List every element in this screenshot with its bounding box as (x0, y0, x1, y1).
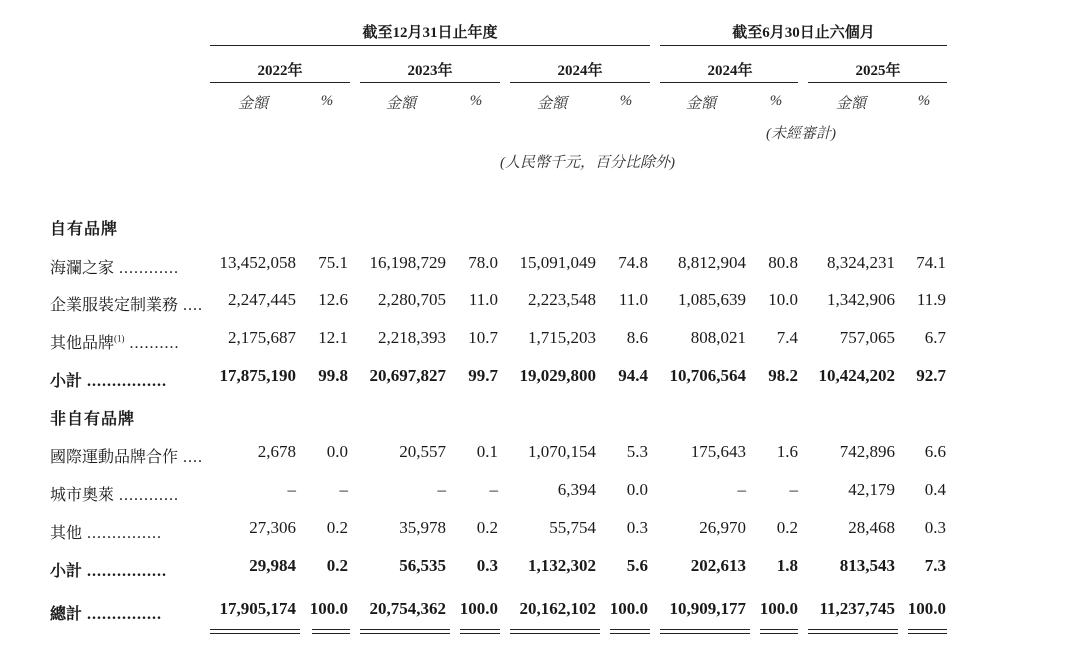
cell-pct-2024: 0.0 (626, 480, 648, 499)
pct-header: % (469, 93, 483, 109)
row-label-text: 總計 (50, 606, 83, 623)
cell-amount-2025h1: 8,324,231 (827, 253, 895, 272)
leader-dots: .......... (124, 335, 180, 352)
header-group-annual: 截至12月31日止年度 (362, 25, 498, 41)
cell-pct-2022: 12.1 (318, 328, 348, 347)
row-label-text: 國際運動品牌合作 (50, 449, 179, 466)
cell-pct-2023: – (489, 480, 498, 499)
cell-pct-2023: 100.0 (459, 599, 498, 618)
cell-amount-2023: 35,978 (399, 518, 446, 537)
cell-pct-2022: 0.2 (326, 556, 348, 575)
cell-pct-2024: 5.3 (626, 442, 648, 461)
table-row-subtotal (0, 556, 1080, 586)
header-group-halfyear: 截至6月30日止六個月 (732, 25, 875, 41)
leader-dots: ............... (82, 525, 163, 542)
footnote-marker: (1) (114, 333, 125, 344)
unit-note: (人民幣千元，百分比除外) (500, 155, 675, 171)
cell-amount-2024h1: 202,613 (690, 556, 746, 575)
amount-header: 金額 (536, 96, 567, 112)
cell-pct-2025h1: 6.7 (924, 328, 946, 347)
table-row (0, 480, 1080, 510)
cell-pct-2024h1: 80.8 (768, 253, 798, 272)
cell-pct-2024h1: 98.2 (768, 366, 798, 385)
cell-amount-2025h1: 11,237,745 (819, 599, 895, 618)
cell-amount-2024h1: – (737, 480, 746, 499)
cell-amount-2024: 1,132,302 (528, 556, 596, 575)
cell-amount-2024: 20,162,102 (519, 599, 596, 618)
cell-amount-2024h1: 175,643 (690, 442, 746, 461)
cell-pct-2022: 0.0 (326, 442, 348, 461)
row-label-text: 海瀾之家 (50, 260, 115, 277)
cell-amount-2022: 17,905,174 (219, 599, 296, 618)
leader-dots: ............ (114, 260, 180, 277)
cell-amount-2024: 55,754 (549, 518, 596, 537)
total-underline (660, 629, 750, 634)
cell-pct-2022: 100.0 (309, 599, 348, 618)
row-label-text: 城市奧萊 (50, 487, 115, 504)
cell-amount-2024h1: 1,085,639 (678, 290, 746, 309)
cell-pct-2022: 0.2 (326, 518, 348, 537)
row-label-text: 小計 (50, 563, 83, 580)
cell-amount-2024h1: 808,021 (690, 328, 746, 347)
year-2023: 2023年 (407, 63, 453, 79)
cell-pct-2024: 5.6 (626, 556, 648, 575)
year-rule (660, 82, 798, 83)
total-underline (510, 629, 600, 634)
cell-amount-2023: 20,754,362 (369, 599, 446, 618)
cell-amount-2023: 20,557 (399, 442, 446, 461)
header-rule-annual (210, 45, 650, 46)
cell-pct-2024h1: 1.6 (776, 442, 798, 461)
cell-amount-2024h1: 10,706,564 (669, 366, 746, 385)
cell-pct-2024: 74.8 (618, 253, 648, 272)
cell-amount-2024: 2,223,548 (528, 290, 596, 309)
cell-pct-2024h1: 1.8 (776, 556, 798, 575)
cell-amount-2022: 29,984 (249, 556, 296, 575)
year-rule (360, 82, 500, 83)
leader-dots: .... (178, 449, 204, 466)
cell-pct-2025h1: 6.6 (924, 442, 946, 461)
cell-pct-2024: 8.6 (626, 328, 648, 347)
row-label-text: 其他品牌 (50, 335, 115, 352)
cell-pct-2024h1: 7.4 (776, 328, 798, 347)
cell-amount-2023: 2,280,705 (378, 290, 446, 309)
leader-dots: ................ (82, 373, 168, 390)
cell-amount-2023: 16,198,729 (369, 253, 446, 272)
cell-amount-2025h1: 742,896 (839, 442, 895, 461)
year-rule (510, 82, 650, 83)
cell-amount-2023: 20,697,827 (369, 366, 446, 385)
pct-header: % (320, 93, 334, 109)
row-label-text: 其他 (50, 525, 83, 542)
cell-pct-2024h1: – (789, 480, 798, 499)
year-2024: 2024年 (557, 63, 603, 79)
cell-pct-2022: – (339, 480, 348, 499)
cell-pct-2023: 10.7 (468, 328, 498, 347)
cell-amount-2024h1: 26,970 (699, 518, 746, 537)
cell-pct-2022: 99.8 (318, 366, 348, 385)
amount-header: 金額 (237, 96, 268, 112)
cell-pct-2025h1: 11.9 (916, 290, 946, 309)
cell-pct-2024: 94.4 (618, 366, 648, 385)
cell-pct-2023: 0.3 (476, 556, 498, 575)
row-label (50, 292, 203, 315)
row-label (50, 601, 162, 624)
row-label-text: 企業服裝定制業務 (50, 297, 179, 314)
cell-amount-2022: 13,452,058 (219, 253, 296, 272)
total-underline (312, 629, 350, 634)
cell-amount-2022: 2,175,687 (228, 328, 296, 347)
table-row (0, 328, 1080, 358)
leader-dots: ............ (114, 487, 180, 504)
cell-amount-2025h1: 1,342,906 (827, 290, 895, 309)
cell-amount-2024h1: 10,909,177 (669, 599, 746, 618)
leader-dots: ................ (82, 563, 168, 580)
row-label (50, 368, 167, 391)
year-2025-h1: 2025年 (855, 63, 901, 79)
amount-header: 金額 (385, 96, 416, 112)
cell-amount-2024h1: 8,812,904 (678, 253, 746, 272)
year-2024-h1: 2024年 (707, 63, 753, 79)
cell-pct-2023: 78.0 (468, 253, 498, 272)
cell-pct-2024h1: 10.0 (768, 290, 798, 309)
year-2022: 2022年 (257, 63, 303, 79)
cell-pct-2024h1: 0.2 (776, 518, 798, 537)
leader-dots: .... (178, 297, 204, 314)
year-rule (808, 82, 947, 83)
cell-amount-2025h1: 42,179 (848, 480, 895, 499)
table-row (0, 518, 1080, 548)
cell-amount-2022: – (287, 480, 296, 499)
cell-pct-2022: 12.6 (318, 290, 348, 309)
cell-amount-2022: 17,875,190 (219, 366, 296, 385)
cell-amount-2025h1: 28,468 (848, 518, 895, 537)
header-rule-halfyear (660, 45, 947, 46)
cell-amount-2023: 2,218,393 (378, 328, 446, 347)
cell-amount-2023: 56,535 (399, 556, 446, 575)
cell-pct-2024: 11.0 (618, 290, 648, 309)
cell-amount-2024: 19,029,800 (519, 366, 596, 385)
table-row (0, 442, 1080, 472)
cell-pct-2023: 11.0 (468, 290, 498, 309)
row-label (50, 482, 179, 505)
amount-header: 金額 (685, 96, 716, 112)
cell-pct-2022: 75.1 (318, 253, 348, 272)
cell-pct-2025h1: 7.3 (924, 556, 946, 575)
pct-header: % (619, 93, 633, 109)
cell-pct-2023: 0.1 (476, 442, 498, 461)
cell-pct-2024: 100.0 (609, 599, 648, 618)
total-underline (210, 629, 300, 634)
cell-amount-2022: 2,678 (257, 442, 296, 461)
cell-amount-2025h1: 813,543 (839, 556, 895, 575)
total-underline (760, 629, 798, 634)
row-label (50, 330, 180, 353)
row-label (50, 255, 179, 278)
row-label-text: 小計 (50, 373, 83, 390)
leader-dots: ............... (82, 606, 163, 623)
year-rule (210, 82, 350, 83)
cell-amount-2025h1: 757,065 (839, 328, 895, 347)
section-own-brands: 自有品牌 (50, 221, 119, 238)
total-underline (610, 629, 650, 634)
row-label (50, 558, 167, 581)
table-row (0, 290, 1080, 320)
row-label (50, 444, 203, 467)
table-row-subtotal (0, 366, 1080, 396)
total-underline (460, 629, 500, 634)
cell-amount-2024: 1,715,203 (528, 328, 596, 347)
cell-amount-2022: 2,247,445 (228, 290, 296, 309)
cell-amount-2024: 6,394 (557, 480, 596, 499)
table-row (0, 253, 1080, 283)
table-row-total (0, 599, 1080, 629)
cell-pct-2024h1: 100.0 (759, 599, 798, 618)
cell-amount-2023: – (437, 480, 446, 499)
cell-pct-2025h1: 92.7 (916, 366, 946, 385)
cell-pct-2025h1: 74.1 (916, 253, 946, 272)
total-underline (360, 629, 450, 634)
pct-header: % (917, 93, 931, 109)
cell-pct-2023: 99.7 (468, 366, 498, 385)
cell-pct-2025h1: 100.0 (907, 599, 946, 618)
cell-pct-2025h1: 0.3 (924, 518, 946, 537)
row-label (50, 520, 162, 543)
amount-header: 金額 (835, 96, 866, 112)
cell-pct-2024: 0.3 (626, 518, 648, 537)
total-underline (808, 629, 898, 634)
cell-amount-2025h1: 10,424,202 (818, 366, 895, 385)
cell-amount-2024: 1,070,154 (528, 442, 596, 461)
section-non-own-brands: 非自有品牌 (50, 411, 136, 428)
unaudited-note: (未經審計) (766, 126, 836, 142)
cell-pct-2023: 0.2 (476, 518, 498, 537)
cell-amount-2022: 27,306 (249, 518, 296, 537)
cell-amount-2024: 15,091,049 (519, 253, 596, 272)
pct-header: % (769, 93, 783, 109)
cell-pct-2025h1: 0.4 (924, 480, 946, 499)
total-underline (908, 629, 947, 634)
